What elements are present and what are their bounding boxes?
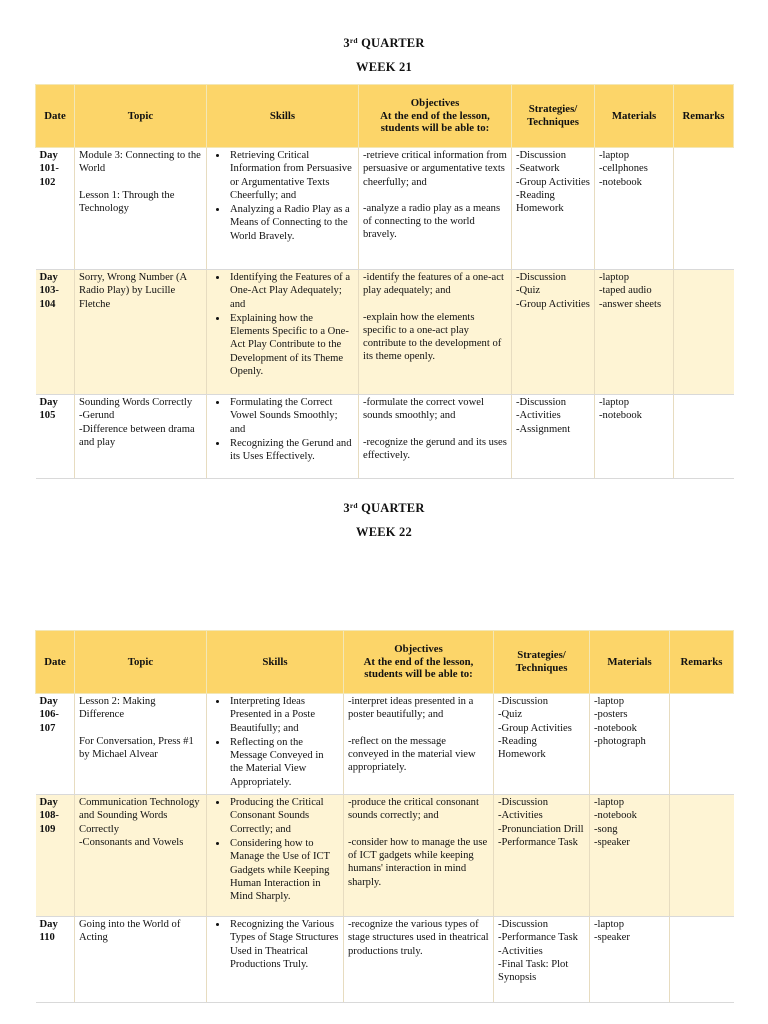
- topic-cell: Communication Technology and Sounding Words Correctly -Consonants and Vowels: [75, 795, 207, 917]
- day-cell: Day 105: [36, 395, 75, 479]
- quarter-heading: 3rd QUARTER: [343, 501, 425, 515]
- remarks-cell: [674, 148, 734, 270]
- objectives-cell: -produce the critical consonant sounds correctly; and -consider how to manage the use of ICT gadgets while keeping humans' interaction in mind sharply.: [344, 795, 494, 917]
- objectives-cell: -identify the features of a one-act play adequately; and -explain how the elements specific to a one-act play contribute to the development of its theme openly.: [359, 270, 512, 395]
- topic-cell: Sounding Words Correctly -Gerund -Difference between drama and play: [75, 395, 207, 479]
- table-row: [36, 917, 734, 1003]
- objectives-cell: -formulate the correct vowel sounds smoothly; and -recognize the gerund and its uses effectively.: [359, 395, 512, 479]
- strategies-cell: -Discussion -Seatwork -Group Activities -Reading Homework: [512, 148, 595, 270]
- header-skills: Skills: [207, 631, 344, 694]
- skill-item: • Analyzing a Radio Play as a Means of Connecting to the World Bravely.: [228, 203, 354, 243]
- strategies-cell: -Discussion -Activities -Assignment: [512, 395, 595, 479]
- skill-item: • Producing the Critical Consonant Sounds Correctly; and: [228, 796, 339, 836]
- header-date: Date: [36, 85, 75, 148]
- header-topic: Topic: [75, 631, 207, 694]
- skill-item: • Formulating the Correct Vowel Sounds Smoothly; and: [228, 396, 354, 436]
- skill-item: • Explaining how the Elements Specific to a One-Act Play Contribute to the Development of its Theme Openly.: [228, 312, 354, 378]
- quarter-heading: 3rd QUARTER: [343, 36, 425, 50]
- day-cell: Day 103-104: [36, 270, 75, 395]
- remarks-cell: [670, 917, 734, 1003]
- header-objectives: Objectives At the end of the lesson, students will be able to:: [359, 85, 512, 148]
- table-row: [36, 148, 734, 270]
- day-cell: Day 108-109: [36, 795, 75, 917]
- objectives-cell: -interpret ideas presented in a poster beautifully; and -reflect on the message conveyed in the material view appropriately.: [344, 694, 494, 795]
- skill-item: • Recognizing the Gerund and its Uses Effectively.: [228, 437, 354, 464]
- header-remarks: Remarks: [674, 85, 734, 148]
- materials-cell: -laptop -speaker: [590, 917, 670, 1003]
- skill-item: • Interpreting Ideas Presented in a Poste Beautifully; and: [228, 695, 339, 735]
- table-header-row: [36, 631, 734, 694]
- header-strategies: Strategies/ Techniques: [494, 631, 590, 694]
- skill-item: • Considering how to Manage the Use of ICT Gadgets while Keeping Human Interaction in Mind Sharply.: [228, 837, 339, 903]
- strategies-cell: -Discussion -Activities -Pronunciation Drill -Performance Task: [494, 795, 590, 917]
- skills-cell: [207, 148, 359, 270]
- table-row: [36, 795, 734, 917]
- materials-cell: -laptop -notebook: [595, 395, 674, 479]
- header-remarks: Remarks: [670, 631, 734, 694]
- lesson-plan-table-week-22: [35, 630, 734, 1003]
- topic-cell: Module 3: Connecting to the World Lesson 1: Through the Technology: [75, 148, 207, 270]
- topic-cell: Going into the World of Acting: [75, 917, 207, 1003]
- materials-cell: -laptop -cellphones -notebook: [595, 148, 674, 270]
- remarks-cell: [670, 694, 734, 795]
- day-cell: Day 110: [36, 917, 75, 1003]
- skill-item: • Recognizing the Various Types of Stage Structures Used in Theatrical Productions Truly.: [228, 918, 339, 971]
- topic-cell: Lesson 2: Making Difference For Conversation, Press #1 by Michael Alvear: [75, 694, 207, 795]
- header-strategies: Strategies/ Techniques: [512, 85, 595, 148]
- materials-cell: -laptop -notebook -song -speaker: [590, 795, 670, 917]
- skills-cell: [207, 917, 344, 1003]
- remarks-cell: [674, 395, 734, 479]
- materials-cell: -laptop -posters -notebook -photograph: [590, 694, 670, 795]
- table-row: [36, 395, 734, 479]
- table-header-row: [36, 85, 734, 148]
- skill-item: • Identifying the Features of a One-Act Play Adequately; and: [228, 271, 354, 311]
- remarks-cell: [670, 795, 734, 917]
- day-cell: Day 106-107: [36, 694, 75, 795]
- objectives-cell: -recognize the various types of stage structures used in theatrical productions truly.: [344, 917, 494, 1003]
- strategies-cell: -Discussion -Performance Task -Activities -Final Task: Plot Synopsis: [494, 917, 590, 1003]
- materials-cell: -laptop -taped audio -answer sheets: [595, 270, 674, 395]
- skill-item: • Reflecting on the Message Conveyed in the Material View Appropriately.: [228, 736, 339, 789]
- week-heading: WEEK 22: [356, 525, 412, 539]
- objectives-cell: -retrieve critical information from persuasive or argumentative texts cheerfully; and -analyze a radio play as a means of connecting to the world bravely.: [359, 148, 512, 270]
- header-skills: Skills: [207, 85, 359, 148]
- strategies-cell: -Discussion -Quiz -Group Activities -Reading Homework: [494, 694, 590, 795]
- skills-cell: [207, 795, 344, 917]
- skills-cell: [207, 694, 344, 795]
- skills-cell: [207, 395, 359, 479]
- skill-item: • Retrieving Critical Information from Persuasive or Argumentative Texts Cheerfully; and: [228, 149, 354, 202]
- header-date: Date: [36, 631, 75, 694]
- skills-cell: [207, 270, 359, 395]
- header-materials: Materials: [595, 85, 674, 148]
- lesson-plan-table-week-21: [35, 84, 734, 479]
- header-topic: Topic: [75, 85, 207, 148]
- strategies-cell: -Discussion -Quiz -Group Activities: [512, 270, 595, 395]
- header-materials: Materials: [590, 631, 670, 694]
- table-row: [36, 694, 734, 795]
- table-row: [36, 270, 734, 395]
- week-heading: WEEK 21: [356, 60, 412, 74]
- day-cell: Day 101-102: [36, 148, 75, 270]
- header-objectives: Objectives At the end of the lesson, students will be able to:: [344, 631, 494, 694]
- remarks-cell: [674, 270, 734, 395]
- topic-cell: Sorry, Wrong Number (A Radio Play) by Lucille Fletche: [75, 270, 207, 395]
